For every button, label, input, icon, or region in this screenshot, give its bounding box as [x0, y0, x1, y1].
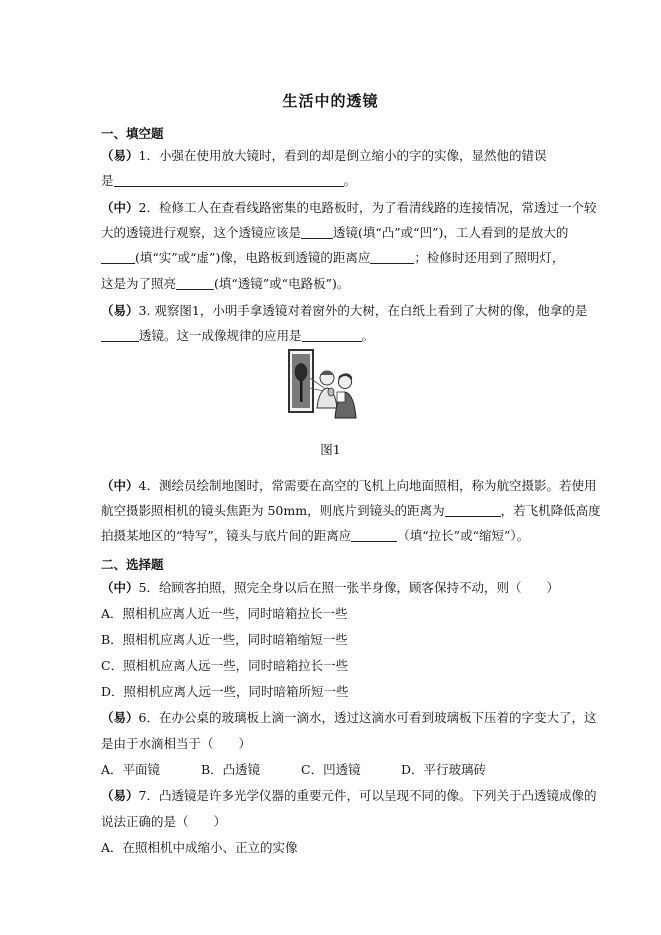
- q5-text: 5．给顾客拍照，照完全身以后在照一张半身像，顾客保持不动，则（ ）: [138, 580, 559, 595]
- q5-option-a: A．照相机应离人近一些，同时暗箱拉长一些: [101, 606, 348, 621]
- q6-line-1: [101, 710, 597, 726]
- q6-option-b: B．凸透镜: [201, 762, 261, 777]
- q7-line-2: 说法正确的是（ ）: [101, 814, 227, 829]
- q2-line-4: [101, 276, 563, 292]
- q1-line-2: [101, 173, 563, 189]
- answer-blank[interactable]: [101, 251, 135, 264]
- q4-text: 4．测绘员绘制地图时，常需要在高空的飞机上向地面照相，称为航空摄影。若使用: [138, 478, 597, 493]
- q4-text: （填“拉长”或“缩短”）。: [397, 528, 530, 543]
- q6-option-c: C．凹透镜: [301, 762, 361, 777]
- q3-line-2: [101, 328, 563, 344]
- answer-blank[interactable]: [101, 329, 139, 342]
- answer-blank[interactable]: [445, 504, 501, 517]
- q1-text: 1．小强在使用放大镜时，看到的却是倒立缩小的字的实像，显然他的错误: [138, 148, 547, 163]
- q2-line-1: [101, 200, 597, 216]
- q3-line-1: [101, 303, 588, 319]
- q4-line-3: [101, 528, 563, 544]
- q7-line-1: [101, 788, 597, 804]
- difficulty-tag: （易）: [101, 788, 139, 803]
- figure-1-illustration: [287, 348, 357, 430]
- q4-text: 航空摄影照相机的镜头焦距为 50mm，则底片到镜头的距离为: [101, 503, 445, 518]
- q2-text: 透镜(填“凸”或“凹”)，工人看到的是放大的: [333, 225, 569, 240]
- q7-text: 7．凸透镜是许多光学仪器的重要元件，可以呈现不同的像。下列关于凸透镜成像的: [138, 788, 597, 803]
- q1-text: 。: [343, 173, 357, 188]
- q6-text: 6．在办公桌的玻璃板上滴一滴水，透过这滴水可看到玻璃板下压着的字变大了，这: [138, 710, 597, 725]
- q5-option-b: B．照相机应离人近一些，同时暗箱缩短一些: [101, 632, 348, 647]
- answer-blank[interactable]: [114, 174, 344, 187]
- answer-blank[interactable]: [351, 529, 397, 542]
- q4-text: ，若飞机降低高度: [500, 503, 601, 518]
- section-heading-choice: 二、选择题: [101, 557, 164, 572]
- section-heading-fill-blank: 一、填空题: [101, 126, 164, 141]
- q2-line-3: [101, 250, 563, 266]
- q2-text: ；检修时还用到了照明灯，: [414, 250, 565, 265]
- q2-text: 这是为了照亮: [101, 276, 177, 291]
- answer-blank[interactable]: [301, 226, 333, 239]
- answer-blank[interactable]: [176, 277, 214, 290]
- difficulty-tag: （易）: [101, 303, 139, 318]
- difficulty-tag: （易）: [101, 148, 139, 163]
- q5-stem: [101, 580, 563, 596]
- figure-caption: 图1: [320, 442, 341, 457]
- q1-text: 是: [101, 173, 114, 188]
- q5-option-d: D．照相机应离人远一些，同时暗箱所短一些: [101, 684, 349, 699]
- difficulty-tag: （中）: [101, 580, 139, 595]
- q4-line-1: [101, 478, 597, 494]
- difficulty-tag: （中）: [101, 200, 139, 215]
- answer-blank[interactable]: [370, 251, 414, 264]
- q2-line-2: [101, 225, 569, 241]
- q6-option-d: D．平行玻璃砖: [401, 762, 487, 777]
- q1-line-1: [101, 148, 563, 164]
- q4-line-2: [101, 503, 601, 519]
- q2-text: (填“实”或“虚”)像，电路板到透镜的距离应: [135, 250, 371, 265]
- q3-text: 透镜。这一成像规律的应用是: [139, 328, 302, 343]
- q4-text: 拍摄某地区的“特写”，镜头与底片间的距离应: [101, 528, 352, 543]
- q6-option-a: A．平面镜: [101, 762, 161, 777]
- q2-text: (填“透镜”或“电路板”)。: [214, 276, 350, 291]
- q6-line-2: 是由于水滴相当于（ ）: [101, 736, 252, 751]
- q3-text: 。: [361, 328, 375, 343]
- q2-text: 大的透镜进行观察，这个透镜应该是: [101, 225, 302, 240]
- q5-option-c: C．照相机应离人远一些，同时暗箱拉长一些: [101, 658, 349, 673]
- document-title: 生活中的透镜: [282, 92, 379, 110]
- difficulty-tag: （易）: [101, 710, 139, 725]
- q7-option-a: A．在照相机中成缩小、正立的实像: [101, 840, 298, 855]
- difficulty-tag: （中）: [101, 478, 139, 493]
- q2-text: 2．检修工人在查看线路密集的电路板时，为了看清线路的连接情况，常透过一个较: [138, 200, 597, 215]
- q6-options: [101, 762, 563, 778]
- q3-text: 3. 观察图1，小明手拿透镜对着窗外的大树，在白纸上看到了大树的像，他拿的是: [138, 303, 588, 318]
- answer-blank[interactable]: [302, 329, 362, 342]
